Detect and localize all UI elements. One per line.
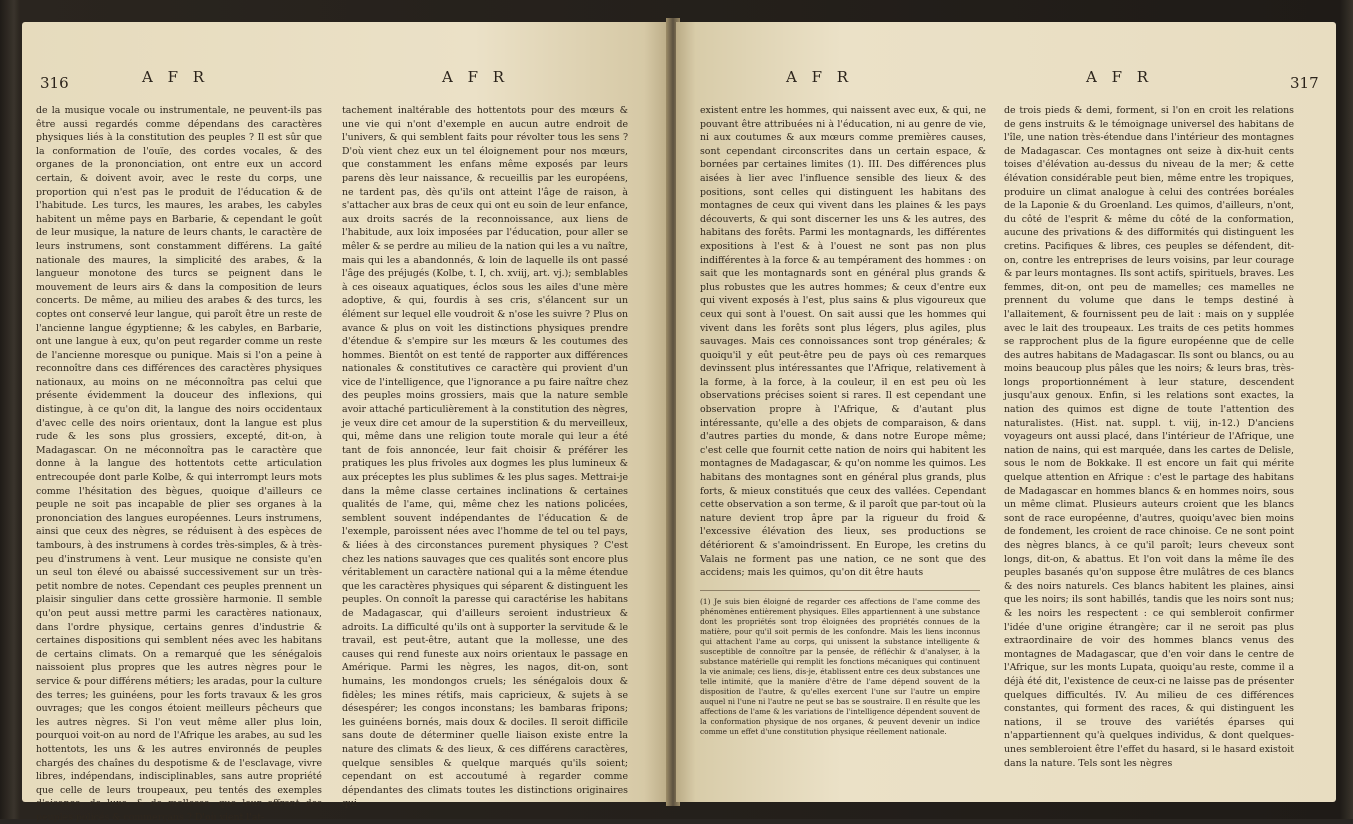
running-header-left-2: A F R bbox=[442, 68, 510, 86]
right-page bbox=[676, 22, 1336, 802]
running-header-left-1: A F R bbox=[142, 68, 210, 86]
footnote: (1) Je suis bien éloigné de regarder ces affections de l'ame comme des phénomènes entièrement physiques. Elles appartiennent à une substance dont les propriétés sont trop éloignées des propriétés connues de la matière, pour qu'il soit permis de les confondre. Mais les liens inconnus qui attachent l'ame au corps, qui unissent la substance intelligente & susceptible de connoître par la pensée, de réfléchir & d'analyser, à la substance matérielle qui remplit les fonctions mécaniques qui continuent la vie animale; ces liens, dis-je, établissent entre ces deux substances une telle intimité, que la manière d'être de l'ame dépend souvent de la disposition de l'autre, & qu'elles exercent l'une sur l'autre un empire auquel ni l'une ni l'autre ne peut se bas se soustraire. Il en résulte que les affections de l'ame & les variations de l'intelligence dépendent souvent de la conformation physique de nos organes, & peuvent devenir un indice comme un effet d'une constitution physique réellement nationale. bbox=[700, 590, 980, 737]
left-page bbox=[22, 22, 670, 823]
text-column-3 bbox=[700, 104, 986, 794]
running-header-right-1: A F R bbox=[786, 68, 854, 86]
text-column-1 bbox=[36, 104, 322, 823]
paragraph: existent entre les hommes, qui naissent avec eux, & qui, ne pouvant être attribuées ni à l'éducation, ni au genre de vie, ni aux coutumes & aux mœurs comme premières causes, sont cependant circonscrites dans un certain espace, & bornées par certaines limites (1). III. Des différences plus aisées à lier avec l'influence sensible des lieux & des positions, sont celles qui distinguent les habitans des montagnes de ceux qui vivent dans les plaines & les pays découverts, & qui sont discerner les uns & les autres, des habitans des forêts. Parmi les montagnards, les différentes expositions à l'est & à l'ouest ne sont pas non plus indifférentes à la force & au tempérament des hommes : on sait que les montagnards sont en général plus grands & plus robustes que les autres hommes; & ceux d'entre eux qui vivent exposés à l'est, plus sains & plus vigoureux que ceux qui sont à l'ouest. On sait aussi que les hommes qui vivent dans les forêts sont plus légers, plus agiles, plus sauvages. Mais ces connoissances sont trop générales; & quoiqu'il y eût peut-être peu de pays où ces remarques devinssent plus intéressantes que l'Afrique, relativement à la forme, à la force, à la couleur, il en est peu où les observations précises soient si rares. Il est cependant une observation propre à l'Afrique, & d'autant plus intéressante, qu'elle a des objets de comparaison, & dans d'autres parties du monde, & dans notre Europe même; c'est celle que fournit cette nation de noirs qui habitent les montagnes de Madagascar, & qu'on nomme les quimos. Les habitans des montagnes sont en général plus grands, plus forts, & mieux constitués que ceux des vallées. Cependant cette observation a son terme, & il paroît que par-tout où la nature devient trop âpre par la rigueur du froid & l'excessive élévation des lieux, ses productions se détériorent & s'amoindrissent. En Europe, les cretins du Valais ne forment pas une nation, ce ne sont que des accidens; mais les quimos, qu'on dit être hauts bbox=[700, 105, 986, 579]
text-column-4 bbox=[1004, 104, 1294, 794]
paragraph: de trois pieds & demi, forment, si l'on en croit les relations de gens instruits & le témoignage universel des habitans de l'île, une nation très-étendue dans l'intérieur des montagnes de Madagascar. Ces montagnes ont seize à dix-huit cents toises d'élévation au-dessus du niveau de la mer; & cette élévation considérable peut bien, même entre les tropiques, produire un climat analogue à celui des contrées boréales de la Laponie & du Groenland. Les quimos, d'ailleurs, n'ont, du côté de l'esprit & même du côté de la conformation, aucune des privations & des difformités qui distinguent les cretins. Pacifiques & libres, ces peuples se défendent, dit-on, contre les entreprises de leurs voisins, par leur courage & par leurs montagnes. Ils sont actifs, spirituels, braves. Les femmes, dit-on, ont peu de mamelles; ces mamelles ne prennent du volume que dans le temps destiné à l'allaitement, & fournissent peu de lait : mais on y supplée avec le lait des troupeaux. Les traits de ces petits hommes se rapprochent plus de la figure européenne que de celle des autres habitans de Madagascar. Ils sont ou blancs, ou au moins beaucoup plus pâles que les noirs; & leurs bras, très-longs proportionnément à leur stature, descendent jusqu'aux genoux. Enfin, si les relations sont exactes, la nation des quimos est digne de toute l'attention des naturalistes. (Hist. nat. suppl. t. viij, in-12.) D'anciens voyageurs ont aussi placé, dans l'intérieur de l'Afrique, une nation de nains, qui est marquée, dans les cartes de Delisle, sous le nom de Bokkake. Il est encore un fait qui mérite quelque attention en Afrique : c'est le partage des habitans de Madagascar en hommes blancs & en hommes noirs, sous un même climat. Plusieurs auteurs croient que les blancs sont de race européenne, d'autres, quoiqu'avec bien moins de fondement, les croient de race chinoise. Ce ne sont point des nègres blancs, à ce qu'il paroît; leurs cheveux sont longs, dit-on, & abattus. Et l'on voit dans la même île des peuples basanés qu'on suppose être mulâtres de ces blancs & des noirs naturels. Ces blancs habitent les plaines, ainsi que les noirs; ils sont habillés, tandis que les noirs sont nus; & les noirs les respectent : ce qui sembleroit confirmer l'idée d'une origine étrangère; car il ne seroit pas plus extraordinaire de voir des hommes blancs venus des montagnes de Madagascar, que d'en voir dans le centre de l'Afrique, sur les monts Lupata, quoiqu'au reste, comme il a déjà été dit, l'existence de ceux-ci ne laisse pas de présenter quelques difficultés. IV. Au milieu de ces différences constantes, qui forment des races, & qui distinguent les nations, il se trouve des variétés éparses qui n'appartiennent qu'à quelques individus, & dont quelques-unes sembleroient être l'effet du hasard, si le hasard existoit dans la nature. Tels sont les nègres bbox=[1004, 105, 1294, 769]
text-column-2 bbox=[342, 104, 628, 810]
paragraph: tachement inaltérable des hottentots pour des mœurs & une vie qui n'ont d'exemple en aucun autre endroit de l'univers, & qui semblent faits pour révolter tous les sens ? D'où vient chez eux un tel éloignement pour nos mœurs, que constamment les enfans même exposés par leurs parens dès leur naissance, & recueillis par les européens, ne tardent pas, dès qu'ils ont atteint l'âge de raison, à s'attacher aux bras de ceux qui ont eu soin de leur enfance, aux droits sacrés de la reconnoissance, aux liens de l'habitude, aux loix imposées par l'éducation, pour aller se mêler & se perdre au milieu de la nation qui les a vu naître, mais qui les a abandonnés, & loin de laquelle ils ont passé l'âge des préjugés (Kolbe, t. I, ch. xviij, art. vj.); semblables à ces oiseaux aquatiques, éclos sous les ailes d'une mère adoptive, & qui, fourdis à ses cris, s'élancent sur un élément sur lequel elle voudroit & n'ose les suivre ? Plus on avance & plus on voit les distinctions physiques prendre d'étendue & s'empire sur les mœurs & les coutumes des hommes. Bientôt on est tenté de rapporter aux différences nationales & constitutives ce caractère qui provient d'un vice de l'intelligence, que l'ignorance a pu faire naître chez des peuples moins grossiers, mais que la nature semble avoir attaché particulièrement à la constitution des nègres, je veux dire cet amour de la superstition & du merveilleux, qui, même dans une religion toute morale qui leur a été tant de fois annoncée, leur fait choisir & préférer les pratiques les plus frivoles aux dogmes les plus lumineux & aux préceptes les plus sublimes & les plus sages. Mettrai-je dans la même classe certaines inclinations & certaines qualités de l'ame, qui, même chez les nations policées, semblent souvent indépendantes de l'éducation & de l'exemple, paroissent nées avec l'homme de tel ou tel pays, & liées à des circonstances purement physiques ? C'est chez les nations sauvages que ces qualités sont encore plus véritablement un caractère national qui a la même étendue que les caractères physiques qui séparent & distinguent les peuples. On connoît la paresse qui caractérise les habitans de Madagascar, qui d'ailleurs seroient industrieux & adroits. La difficulté qu'ils ont à supporter la servitude & le travail, est peut-être, autant que la mollesse, une des causes qui rend funeste aux noirs orientaux le passage en Amérique. Parmi les nègres, les nagos, dit-on, sont humains, les mondongos cruels; les sénégalois doux & fidèles; les mines rétifs, mais capricieux, & sujets à se désespérer; les congos inconstans; les bambaras fripons; les guinéens bornés, mais doux & dociles. Il seroit difficile sans doute de déterminer quelle liaison existe entre la nature des climats & des lieux, & ces différens caractères, quelque sensibles & quelque marqués qu'ils soient; cependant on est accoutumé à regarder comme dépendantes des climats toutes les distinctions originaires qui bbox=[342, 105, 628, 810]
page-number-left: 316 bbox=[40, 74, 69, 92]
paragraph: de la musique vocale ou instrumentale, ne peuvent-ils pas être aussi regardés comme dépendans des caractères physiques liés à la constitution des peuples ? Il est sûr que la conformation de l'ouïe, des cordes vocales, & des organes de la prononciation, ont entre eux un accord certain, & doivent avoir, avec le reste du corps, une proportion qui n'est pas le produit de l'éducation & de l'habitude. Les turcs, les maures, les arabes, les cabyles habitent un même pays en Barbarie, & cependant le goût de leur musique, la nature de leurs chants, le caractère de leurs instrumens, sont constamment différens. La gaîté nationale des maures, la simplicité des arabes, & la langueur monotone des turcs se peignent dans le mouvement de leurs airs & dans la composition de leurs concerts. De même, au milieu des arabes & des turcs, les coptes ont conservé leur langue, qui paroît être un reste de l'ancienne langue égyptienne; & les cabyles, en Barbarie, ont une langue à eux, qu'on peut regarder comme un reste de l'ancienne moresque ou punique. Mais si l'on a peine à reconnoître dans ces différences des caractères physiques nationaux, au moins on ne méconnoîtra pas celui que présente évidemment la douceur des inflexions, qui distingue, à ce qu'on dit, la langue des noirs occidentaux d'avec celle des noirs orientaux, dont la langue est plus rude & les sons plus grossiers, excepté, dit-on, à Madagascar. On ne méconnoîtra pas le caractère que donne à la langue des hottentots cette articulation entrecoupée dont parle Kolbe, & qui interrompt leurs mots comme l'hésitation des bègues, quoique d'ailleurs ce peuple ne soit pas incapable de plier ses organes à la prononciation des langues européennes. Leurs instrumens, ainsi que ceux des nègres, se réduisent à des espèces de tambours, à des instrumens à cordes très-simples, & à très-peu d'instrumens à vent. Leur musique ne consiste qu'en un seul ton élevé ou abaissé successivement sur un très-petit nombre de notes. Cependant ces peuples prennent un plaisir singulier dans cette grossière harmonie. Il semble qu'on peut aussi mettre parmi les caractères nationaux, dans l'ordre physique, certains genres d'industrie & certaines dispositions qui semblent nées avec les habitans de certains climats. On a remarqué que les sénégalois naissoient plus propres que les autres nègres pour le service & pour différens métiers; les aradas, pour la culture des terres; les guinéens, pour les forts travaux & les gros ouvrages; que les congos étoient meilleurs pêcheurs que les autres nègres. Si l'on veut même aller plus loin, pourquoi voit-on au nord de l'Afrique les arabes, au sud les hottentots, les uns & les autres environnés de peuples chargés des chaînes du despotisme & de l'esclavage, vivre libres, indépendans, indisciplinables, sans autre propriété que celle de leurs troupeaux, peu tentés des exemples d'aisance, de luxe, & de mollesse, que leur offrent des peuples policés & commerçans ? D'où vient l'at- bbox=[36, 105, 322, 823]
page-number-right: 317 bbox=[1290, 74, 1319, 92]
running-header-right-2: A F R bbox=[1086, 68, 1154, 86]
